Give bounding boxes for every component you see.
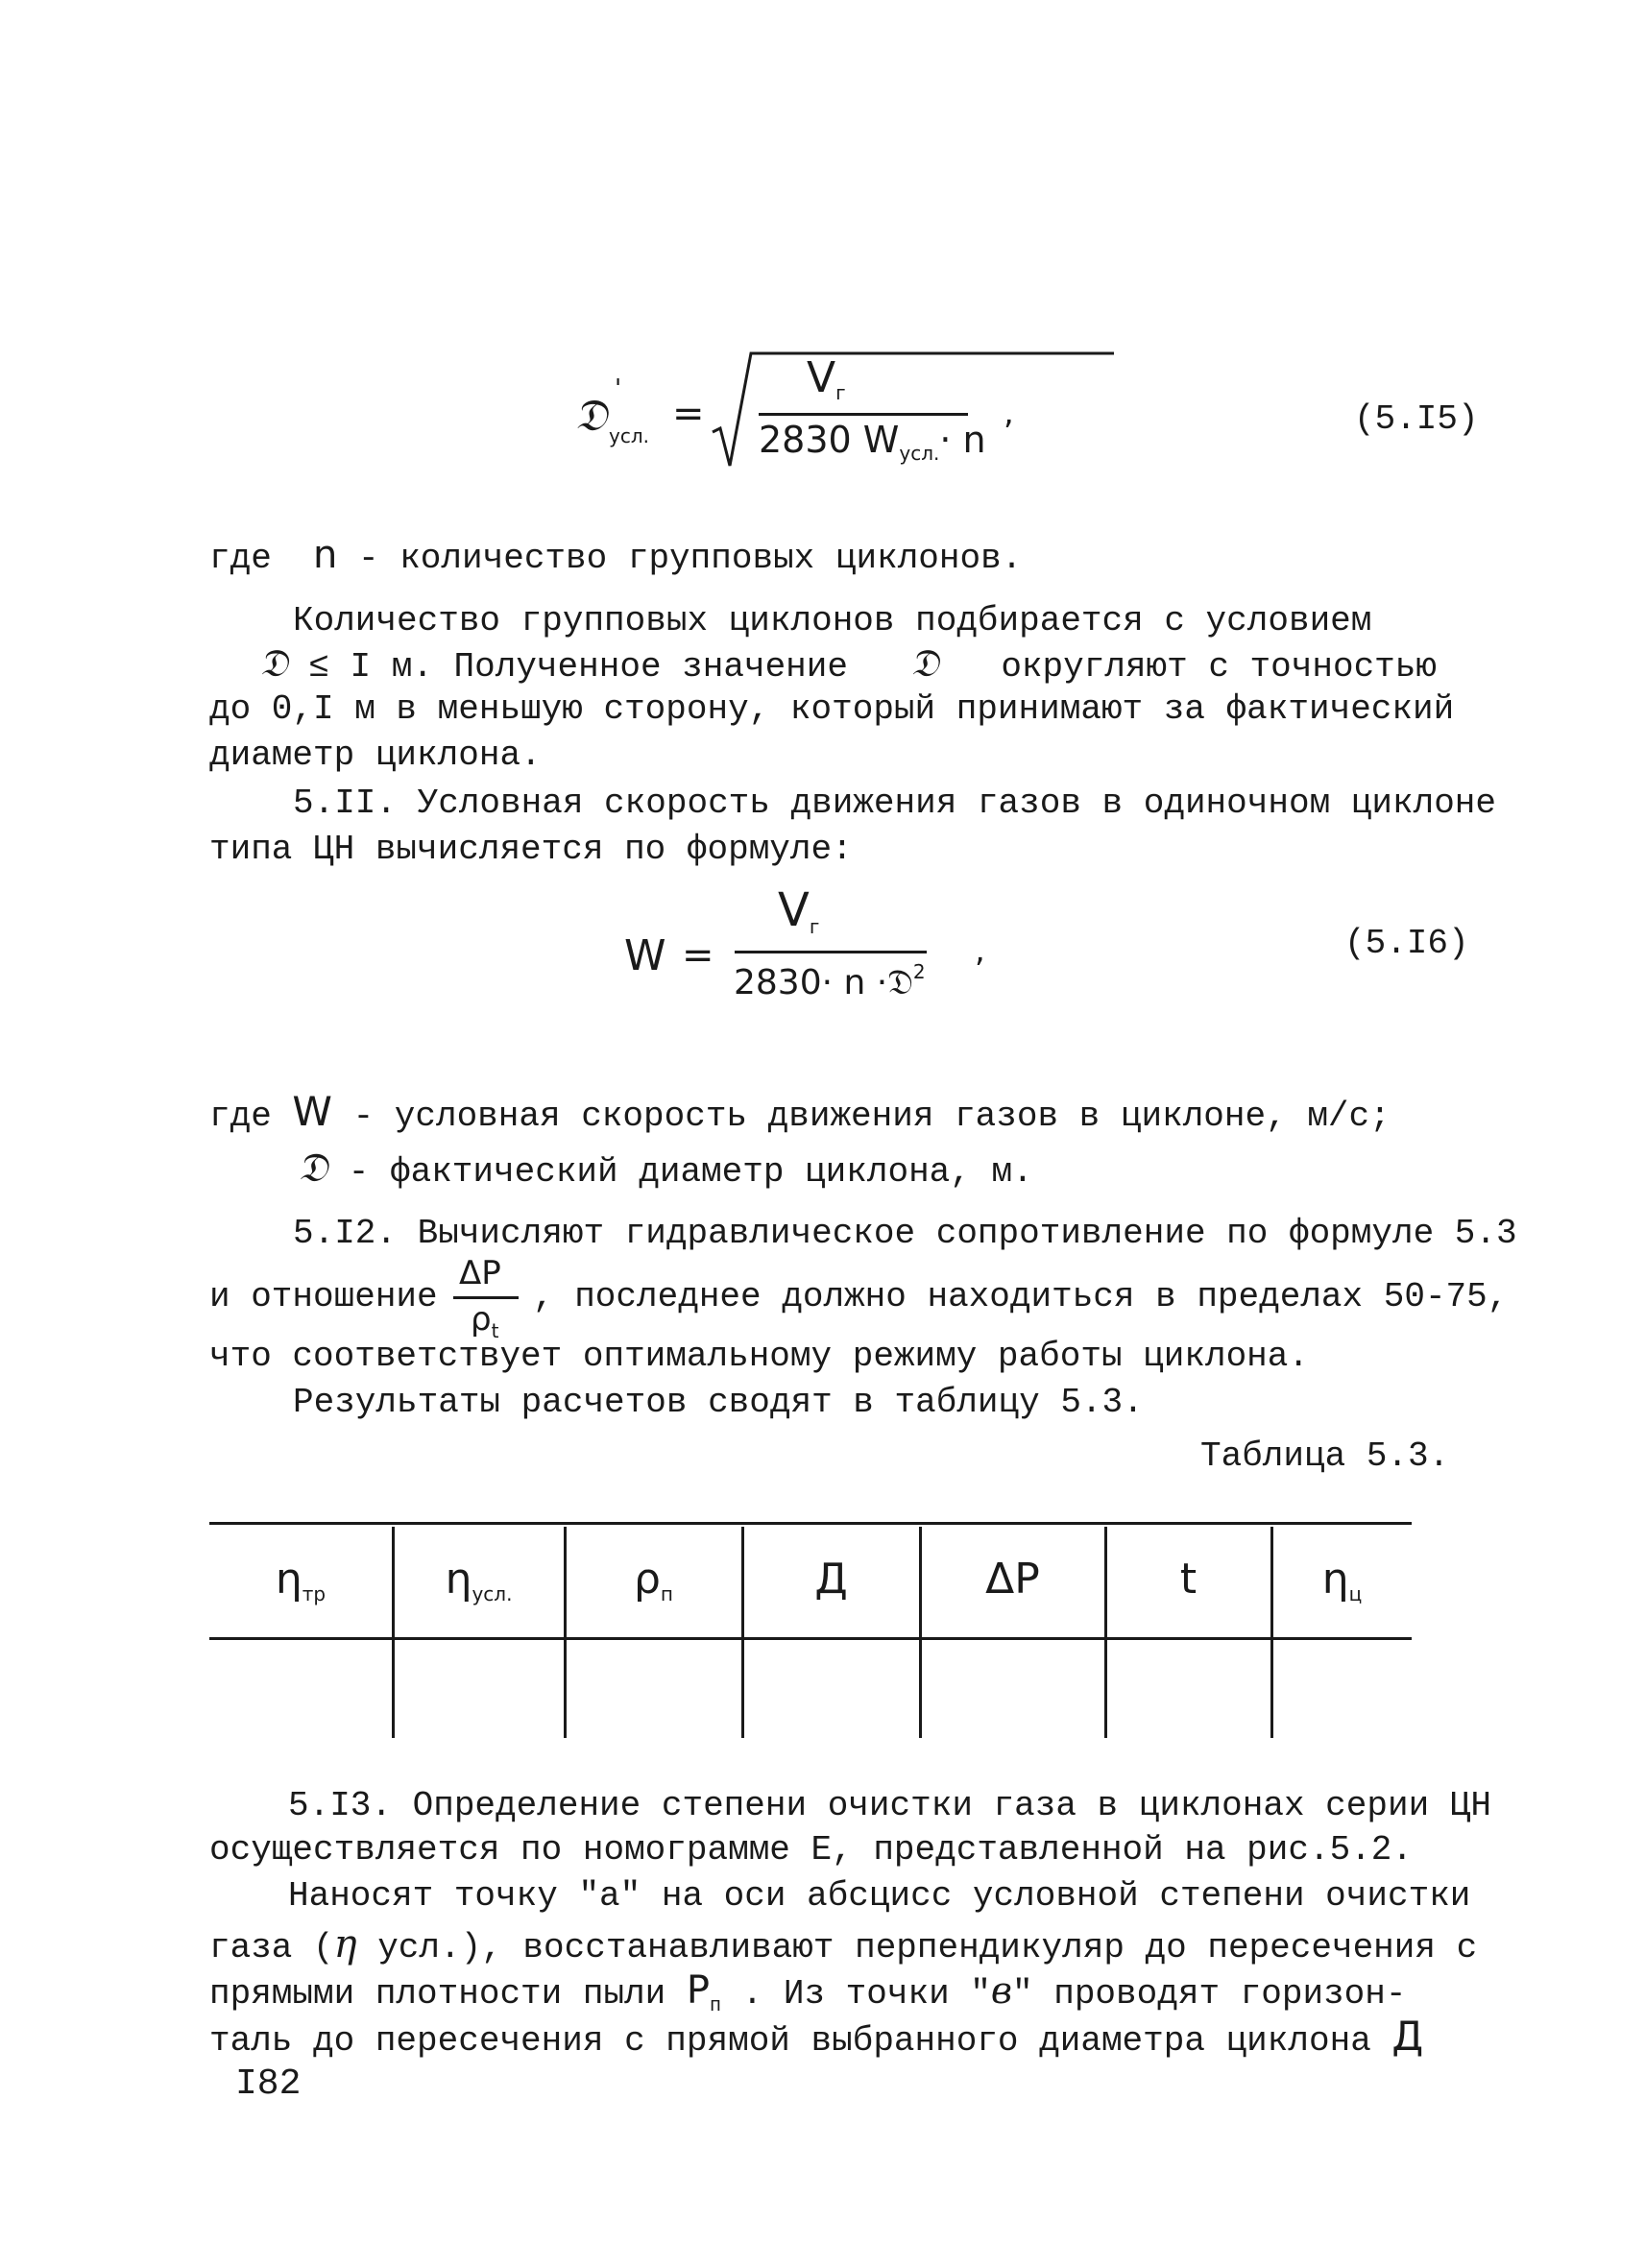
table-header-eta-usl: $\eta_{усл.}$ [445,1555,513,1605]
where-w-line: где W - условная скорость движения газов в циклоне, м/с; [209,1088,1391,1136]
formula-trailing-comma: , [1004,394,1014,432]
table-header-t: t [1179,1555,1197,1604]
para2-line1: 5.II. Условная скорость движения газов в одиночном циклоне [293,784,1497,823]
formula-numerator: $V_г$ [778,883,820,938]
formula-trailing-comma: , [975,931,985,970]
table-header-eta-tr: $\eta_{тр}$ [275,1555,327,1605]
para4-line3: Наносят точку "а" на оси абсцисс условной степени очистки [288,1876,1471,1916]
formula-equals: = [672,392,705,436]
formula-lhs-prime: ' [615,374,622,403]
formula-w: W [624,931,666,980]
para1-line4: диаметр циклона. [209,736,542,775]
table-header-rho-p: $\rho_п$ [633,1555,673,1605]
formula-lhs-d: 𝔇 [574,389,608,441]
formula-lhs-sub: усл. [609,424,649,447]
table-header-delta-p: ΔP [985,1555,1040,1604]
para4-line6: таль до пересечения с прямой выбранного диаметра циклона Д [209,2013,1424,2061]
para3-line2-rest: , последнее должно находиться в пределах 50-75, [533,1277,1509,1316]
para2-line2: типа ЦН вычисляется по формуле: [209,830,853,869]
formula-numerator: $V_г$ [807,353,846,404]
table-header-border [209,1637,1412,1640]
formula-equals: = [682,933,714,977]
table-header-eta-c: $\eta_ц$ [1321,1555,1363,1605]
table-header-d: Д [814,1555,848,1604]
table-caption: Таблица 5.3. [1200,1436,1450,1476]
where-n-line: где n - количество групповых циклонов. [209,533,1023,578]
para3-line3: что соответствует оптимальному режиму работы циклона. [209,1337,1309,1376]
formula-denominator: 2830· n ·𝔇$^2$ [734,960,926,1002]
formula-5-16 [615,883,1095,1027]
para3-line2: и отношение [209,1277,438,1316]
para4-line1: 5.I3. Определение степени очистки газа в циклонах серии ЦН [288,1786,1492,1825]
inline-fraction: ΔP $\rho_t$ [449,1254,526,1346]
para4-line5: прямыми плотности пыли $Р_п$ . Из точки "в" проводят горизон- [209,1968,1407,2017]
formula-denominator: 2830 $W_{усл.}\cdot n$ [759,419,986,465]
para1-line1: Количество групповых циклонов подбирается с условием [293,601,1372,640]
page-number: I82 [235,2063,302,2105]
fraction-bar [759,413,968,416]
para1-line2: 𝔇 ≤ I м. Полученное значение 𝔇 округляют с точностью [259,641,1437,687]
para1-line3: до 0,I м в меньшую сторону, который принимают за фактический [209,689,1455,729]
equation-number-5-15: (5.I5) [1354,399,1479,439]
where-d-line: 𝔇 - фактический диаметр циклона, м. [298,1144,1033,1192]
para4-line2: осуществляется по номограмме Е, представленной на рис.5.2. [209,1830,1414,1870]
para4-line4: газа (η усл.), восстанавливают перпендикуляр до пересечения с [209,1922,1478,1967]
symbol-n: n [313,533,338,577]
para3-line1: 5.I2. Вычисляют гидравлическое сопротивление по формуле 5.3 [293,1214,1517,1253]
table-top-border [209,1522,1412,1525]
para3-line4: Результаты расчетов сводят в таблицу 5.3. [293,1383,1144,1422]
fraction-bar [735,951,927,953]
equation-number-5-16: (5.I6) [1344,924,1469,963]
